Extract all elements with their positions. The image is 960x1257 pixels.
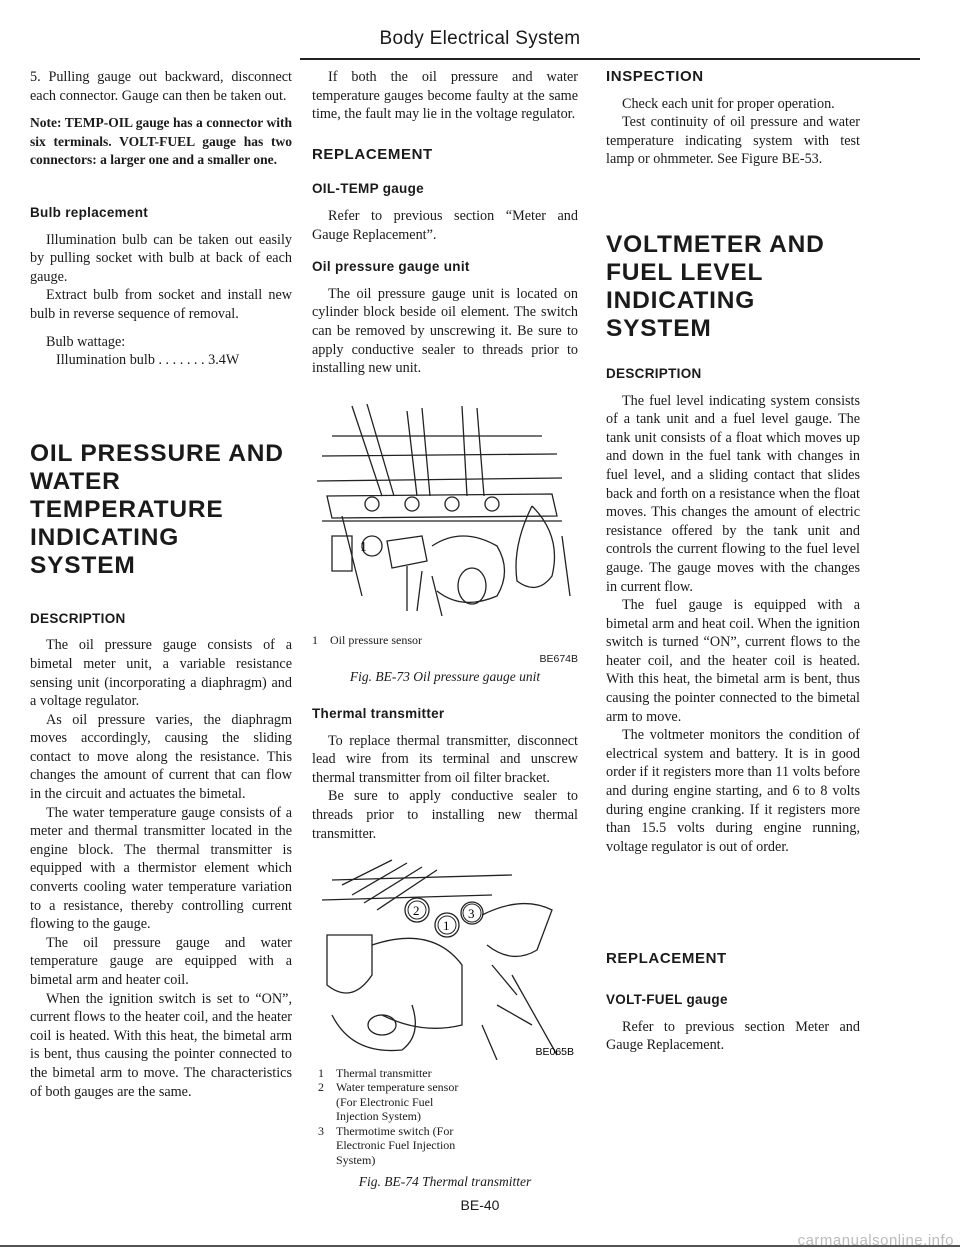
figure-be73-code: BE674B xyxy=(539,652,578,665)
legend-thermal-transmitter: Thermal transmitter xyxy=(336,1065,432,1080)
heading-inspection: INSPECTION xyxy=(606,68,704,85)
inspection-para-1: Check each unit for proper operation. xyxy=(622,95,835,112)
desc-para-2: As oil pressure varies, the diaphragm moves accordingly, causing the sliding contact to move along the resistance. This changes the amount of current that can flow in the circuit and actuates the bimetal. xyxy=(30,711,292,803)
legend-thermotime-switch: Thermotime switch (For Electronic Fuel Injection System) xyxy=(336,1123,456,1167)
column-2 xyxy=(312,68,578,1192)
heading-replacement-2: REPLACEMENT xyxy=(606,950,727,968)
bulb-wattage xyxy=(30,333,292,370)
thermal-transmitter-illustration xyxy=(312,855,574,1060)
desc-para-3: The water temperature gauge consists of a meter and thermal transmitter located in the engine block. The thermal transmitter is equipped with a thermistor element which converts cooling water temperature variation to a resistance, thereby controlling current flowing to the gauge. xyxy=(30,804,292,933)
heading-volt-fuel-gauge: VOLT-FUEL gauge xyxy=(606,992,728,1007)
legend-water-temp-sensor: Water temperature sensor (For Electronic Fuel Injection System) xyxy=(336,1080,459,1124)
page-number: BE-40 xyxy=(460,1197,500,1213)
bulb-para-1: Illumination bulb can be taken out easily by pulling socket with bulb at back of each gauge. xyxy=(30,231,292,285)
desc-para-1: The oil pressure gauge consists of a bimetal meter unit, a variable resistance sensing unit (incorporating a diaphragm) and a voltage regulator. xyxy=(30,637,292,710)
figure-be74-caption: Fig. BE-74 Thermal transmitter xyxy=(358,1174,532,1190)
svg-text:1: 1 xyxy=(443,918,450,934)
thermal-para-1: To replace thermal transmitter, disconnect lead wire from its terminal and unscrew thermal transmitter from oil filter bracket. xyxy=(312,732,578,786)
svg-text:3: 3 xyxy=(468,906,475,922)
header-rule xyxy=(300,58,920,60)
watermark: carmanualsonline.info xyxy=(797,1232,954,1249)
step-5: 5. Pulling gauge out backward, disconnect each connector. Gauge can then be taken out. xyxy=(30,69,292,104)
desc-para-4: The oil pressure gauge and water temperature gauge are equipped with a bimetal arm and heater coil. xyxy=(30,934,292,988)
volt-fuel-para: Refer to previous section Meter and Gauge Replacement. xyxy=(606,1018,860,1054)
column-3 xyxy=(606,68,860,1055)
figure-be74-legend: 1 Thermal transmitter 2 Water temperature sensor (For Electronic Fuel Injection System) 3 Thermotime switch (For Electronic Fuel Injection System) xyxy=(318,1066,578,1168)
fuel-desc-para-3: The voltmeter monitors the condition of electrical system and battery. It is in good order if it registers more than 11 volts before and during engine starting, and 6 to 8 volts during engine cranking. If it registers more than 15.5 volts during engine running, voltage regulator is out of order. xyxy=(606,727,860,855)
legend-oil-sensor: Oil pressure sensor xyxy=(330,633,422,648)
column-1 xyxy=(30,68,292,1101)
oil-pressure-sensor-illustration xyxy=(312,396,574,628)
fuel-desc-para-2: The fuel gauge is equipped with a bimetal arm and heat coil. When the ignition switch is turned “ON”, current flows to the heater coil, and the heater coil is heated. With this heat, the bimetal arm is bent, thus causing the pointer connected to the bimetal arm to move. xyxy=(606,597,860,725)
heading-voltmeter-fuel-system: VOLTMETER AND FUEL LEVEL INDICATING SYSTEM xyxy=(606,230,825,342)
oil-temp-para: Refer to previous section “Meter and Gauge Replacement”. xyxy=(312,207,578,243)
thermal-para-2: Be sure to apply conductive sealer to threads prior to installing new thermal transmitter. xyxy=(312,788,578,842)
figure-be73-legend: 1 Oil pressure sensor xyxy=(312,633,422,648)
heading-bulb-replacement: Bulb replacement xyxy=(30,204,149,220)
heading-oil-water-system: OIL PRESSURE AND WATER TEMPERATURE INDICATING SYSTEM xyxy=(30,439,284,579)
inspection-para-2: Test continuity of oil pressure and water temperature indicating system with test lamp or ohmmeter. See Figure BE-53. xyxy=(606,114,860,168)
fuel-desc-para-1: The fuel level indicating system consists of a tank unit and a fuel level gauge. The tank unit consists of a float which moves up and down in the fuel tank with changes in fuel level, and a sliding contact that slides back and forth on a resistance when the float moves. This changes the amount of electric resistance offered by the tank unit and controls the current flowing to the fuel level gauge. The gauge moves with the changes in current flow. xyxy=(606,392,860,595)
heading-replacement-1: REPLACEMENT xyxy=(312,145,433,163)
svg-text:2: 2 xyxy=(413,903,420,919)
heading-oil-temp-gauge: OIL-TEMP gauge xyxy=(312,181,424,197)
desc-para-5: When the ignition switch is set to “ON”, current flows to the heater coil, and the heater coil is heated. With this heat, the bimetal arm is bent, thus causing the pointer connected to the bimetal arm to move. The characteristics of both gauges are the same. xyxy=(30,990,292,1100)
heading-oil-pressure-unit: Oil pressure gauge unit xyxy=(312,259,470,275)
figure-be74 xyxy=(312,855,578,1192)
regulator-para: If both the oil pressure and water temperature gauges become faulty at the same time, the fault may lie in the voltage regulator. xyxy=(312,69,578,123)
heading-description-2: DESCRIPTION xyxy=(606,365,702,381)
figure-be74-code: BE065B xyxy=(535,1046,574,1059)
oil-unit-para: The oil pressure gauge unit is located on cylinder block beside oil element. The switch can be removed by unscrewing it. Be sure to apply conductive sealer to threads prior to installing new unit. xyxy=(312,285,578,377)
svg-text:1: 1 xyxy=(360,539,367,555)
wattage-value: Illumination bulb . . . . . . . 3.4W xyxy=(56,352,240,369)
heading-thermal-transmitter: Thermal transmitter xyxy=(312,706,445,721)
wattage-label: Bulb wattage: xyxy=(46,333,126,350)
heading-description-1: DESCRIPTION xyxy=(30,610,126,626)
bulb-para-2: Extract bulb from socket and install new bulb in reverse sequence of removal. xyxy=(30,287,292,322)
note: Note: TEMP-OIL gauge has a connector with six terminals. VOLT-FUEL gauge has two connectors: a larger one and a smaller one. xyxy=(30,115,292,168)
figure-be73-caption: Fig. BE-73 Oil pressure gauge unit xyxy=(349,669,541,685)
page-header: Body Electrical System xyxy=(379,28,581,49)
figure-be73 xyxy=(312,396,578,687)
